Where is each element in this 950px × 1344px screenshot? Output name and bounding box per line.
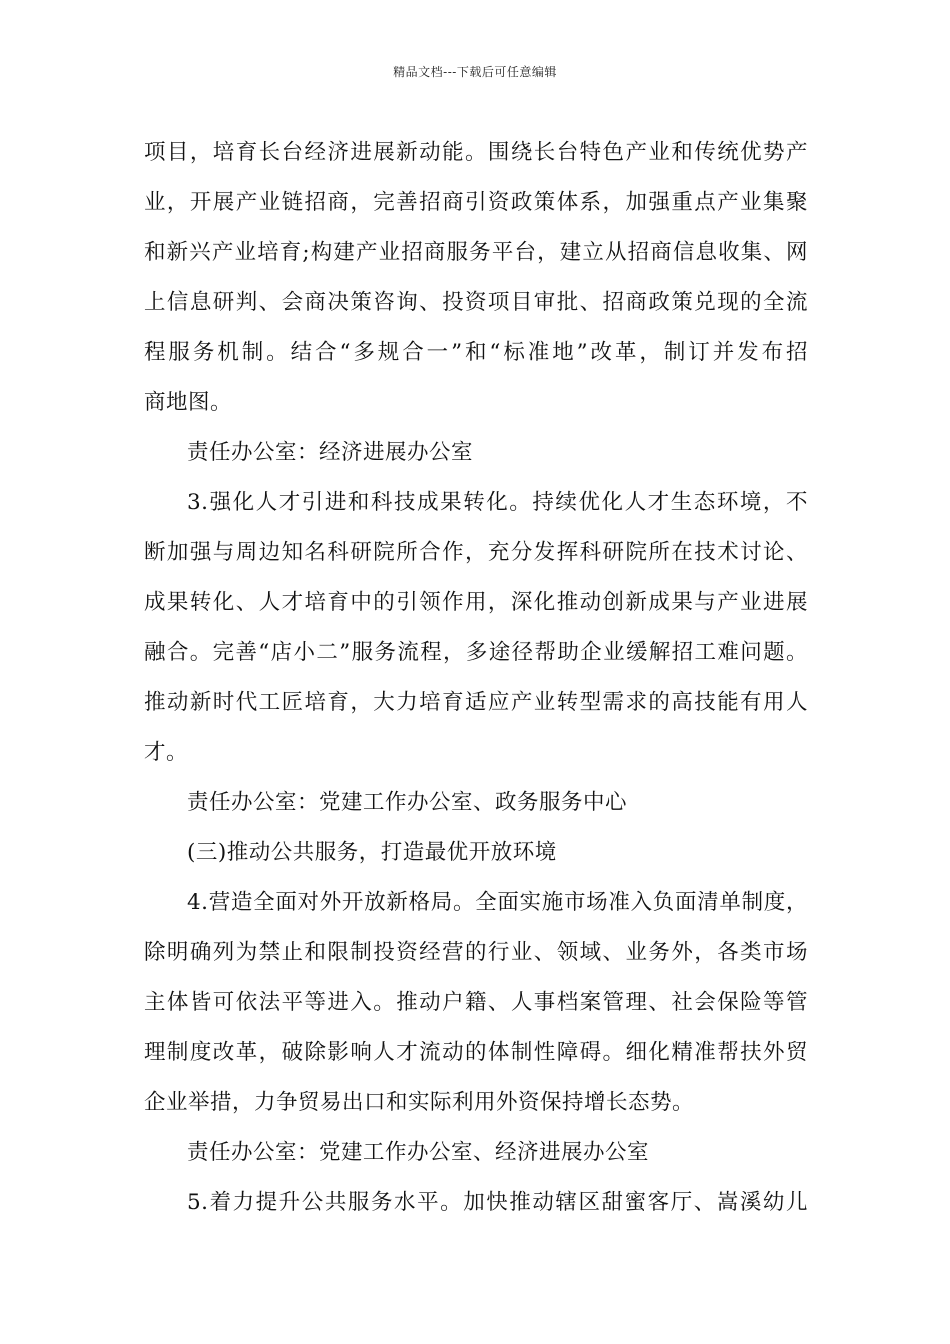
- text-line: 责任办公室：经济进展办公室: [187, 440, 474, 465]
- text-line: 断加强与周边知名科研院所合作，充分发挥科研院所在技术讨论、: [144, 540, 808, 565]
- text-line: 企业举措，力争贸易出口和实际利用外资保持增长态势。: [144, 1090, 695, 1115]
- text-line: 4.营造全面对外开放新格局。全面实施市场准入负面清单制度，: [187, 890, 808, 915]
- page-header: 精品文档---下载后可任意编辑: [393, 65, 557, 79]
- text-line: 和新兴产业培育;构建产业招商服务平台，建立从招商信息收集、网: [144, 240, 808, 265]
- text-line: 项目，培育长台经济进展新动能。围绕长台特色产业和传统优势产: [144, 140, 808, 165]
- text-line: 除明确列为禁止和限制投资经营的行业、领域、业务外，各类市场: [144, 940, 808, 965]
- text-line: 商地图。: [144, 390, 233, 415]
- text-line: 融合。完善“店小二”服务流程，多途径帮助企业缓解招工难问题。: [144, 640, 808, 665]
- text-line: 才。: [144, 740, 189, 765]
- text-line: 程服务机制。结合“多规合一”和“标准地”改革，制订并发布招: [144, 340, 808, 365]
- text-line: 成果转化、人才培育中的引领作用，深化推动创新成果与产业进展: [144, 590, 808, 615]
- text-line: 上信息研判、会商决策咨询、投资项目审批、招商政策兑现的全流: [144, 290, 808, 315]
- text-line: 责任办公室：党建工作办公室、经济进展办公室: [187, 1140, 650, 1165]
- text-line: 责任办公室：党建工作办公室、政务服务中心: [187, 790, 628, 815]
- text-line: 主体皆可依法平等进入。推动户籍、人事档案管理、社会保险等管: [144, 990, 808, 1015]
- text-line: 5.着力提升公共服务水平。加快推动辖区甜蜜客厅、嵩溪幼儿: [187, 1190, 808, 1215]
- document-body: [144, 128, 808, 1228]
- text-line: 业，开展产业链招商，完善招商引资政策体系，加强重点产业集聚: [144, 190, 808, 215]
- text-line: 理制度改革，破除影响人才流动的体制性障碍。细化精准帮扶外贸: [144, 1040, 808, 1065]
- text-line: 推动新时代工匠培育，大力培育适应产业转型需求的高技能有用人: [144, 690, 808, 715]
- text-line: (三)推动公共服务，打造最优开放环境: [187, 840, 557, 865]
- text-line: 3.强化人才引进和科技成果转化。持续优化人才生态环境，不: [187, 490, 808, 515]
